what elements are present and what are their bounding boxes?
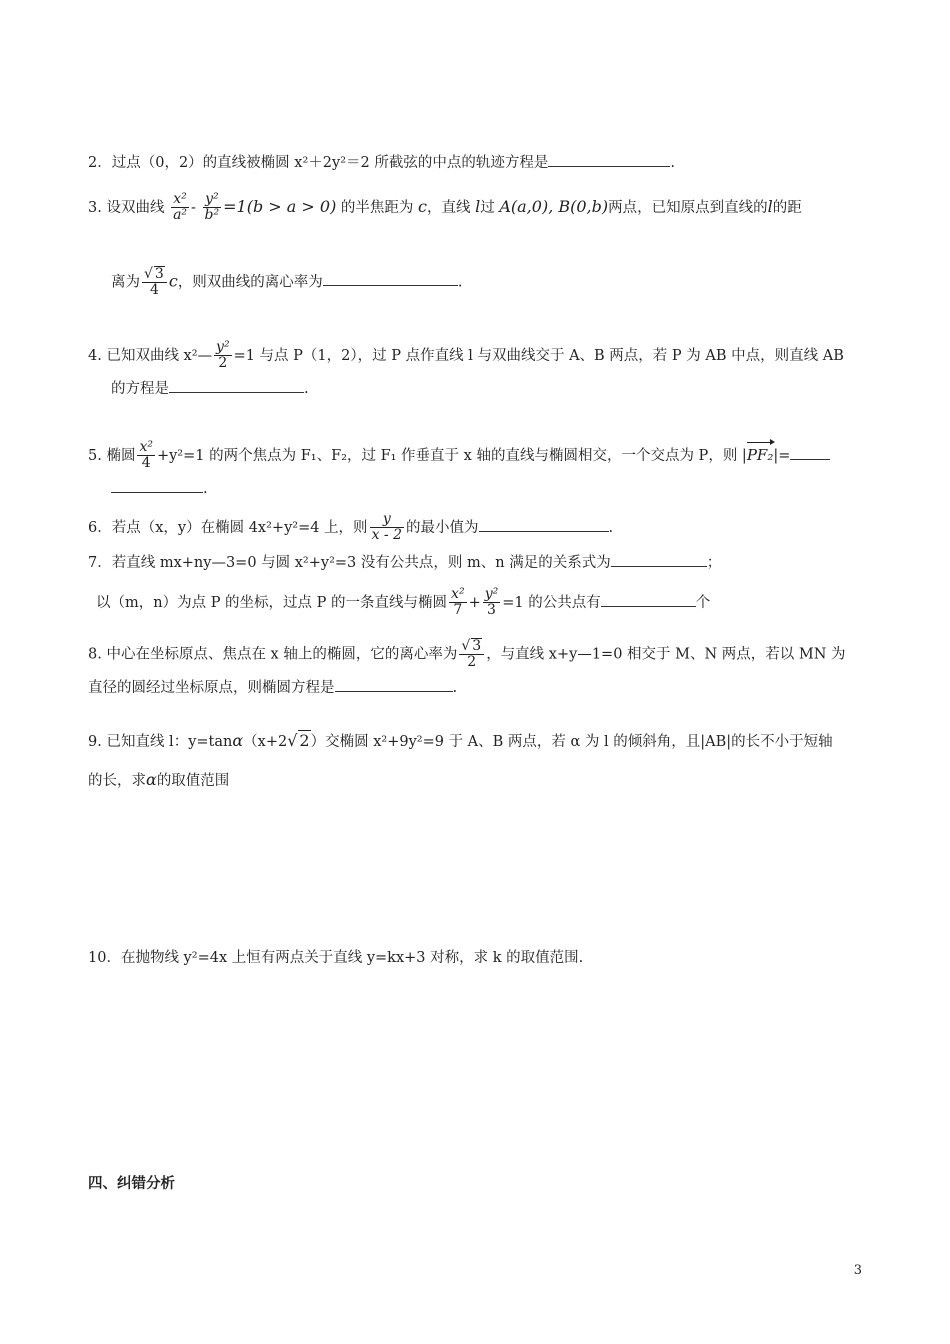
text: 个 xyxy=(695,594,711,611)
answer-blank[interactable] xyxy=(111,478,203,493)
problem-5-line2 xyxy=(111,478,862,499)
problem-7-line2: 以（m，n）为点 P 的坐标，过点 P 的一条直线与椭圆 $\frac{\text{x²}}{7}$ + $\frac{\text{y²}}{3}$ =1 的公共点有 个 xyxy=(96,586,711,619)
text: 离为 xyxy=(111,274,140,291)
text: 4. 已知双曲线 x²— xyxy=(88,347,213,364)
problem-2 xyxy=(88,152,862,173)
var-l: l xyxy=(767,196,773,216)
text: 两点，已知原点到直线的 xyxy=(608,199,768,216)
text: 5. 椭圆 xyxy=(88,447,136,464)
punct: . xyxy=(670,155,675,171)
fraction-y-over-x-minus-2: $\frac{y}{x - 2}$ xyxy=(371,511,402,544)
problem-10-text: 10．在抛物线 y²=4x 上恒有两点关于直线 y=kx+3 对称，求 k 的取值范围. xyxy=(88,950,584,966)
fraction-x2-7: $\frac{\text{x²}}{7}$ xyxy=(451,586,465,619)
page-number: 3 xyxy=(853,1263,862,1278)
problem-8 xyxy=(88,638,862,671)
text: 以（m，n）为点 P 的坐标，过点 P 的一条直线与椭圆 xyxy=(96,594,448,611)
vector-pf2: PF₂ xyxy=(746,445,774,464)
text: 7．若直线 mx+ny—3=0 与圆 x²+y²=3 没有公共点，则 m、n 满足的关系式为 xyxy=(88,555,611,571)
answer-blank[interactable] xyxy=(601,592,696,607)
problem-3: 3. 设双曲线 $\frac{\text{x²}}{\text{a²}}$ - $\frac{\text{y²}}{\text{b²}}$ =1(b > a > 0) 的半焦距为 c，直线 l过 A(a,0), B(0,b)两点，已知原点到直线的l的距 xyxy=(88,191,802,224)
fraction-x2-a2: $\frac{\text{x²}}{\text{a²}}$ xyxy=(173,191,188,224)
fraction-sqrt3-2: $\frac{√ 3}{2}$ xyxy=(459,638,484,671)
var-l: l xyxy=(475,196,481,216)
text: ，则双曲线的离心率为 xyxy=(177,274,323,291)
text: 的方程是 xyxy=(111,381,169,397)
problem-4-line2 xyxy=(111,378,862,399)
text: ）交椭圆 x²+9y²=9 于 A、B 两点，若 α 为 l 的倾斜角，且|AB|的长不小于短轴 xyxy=(310,734,833,750)
fraction-x2-4: $\frac{\text{x²}}{4}$ xyxy=(139,439,153,472)
var-c: c xyxy=(418,196,427,216)
points-ab: A(a,0), B(0,b) xyxy=(499,196,609,216)
var-alpha: α xyxy=(146,770,157,789)
punct: ； xyxy=(706,555,722,571)
punct: . xyxy=(608,519,614,536)
text: 的半焦距为 xyxy=(340,199,414,216)
fraction-sqrt3-4: $\frac{√ 3}{4}$ xyxy=(142,266,167,299)
answer-blank[interactable] xyxy=(169,378,304,393)
answer-blank[interactable] xyxy=(790,445,830,460)
punct: . xyxy=(457,274,463,291)
text: 的最小值为 xyxy=(406,519,479,536)
punct: . xyxy=(203,481,208,497)
text: 的长，求 xyxy=(88,773,146,789)
answer-blank[interactable] xyxy=(335,677,453,692)
text: |= xyxy=(773,447,791,464)
fraction-y2-b2: $\frac{\text{y²}}{\text{b²}}$ xyxy=(204,191,220,224)
problem-3-line2 xyxy=(111,266,862,299)
text: =1 与点 P（1，2），过 P 点作直线 l 与双曲线交于 A、B 两点，若 P 为 AB 中点，则直线 AB xyxy=(233,347,844,364)
text: 的取值范围 xyxy=(156,773,230,789)
sqrt-2: √ 2 xyxy=(287,731,310,750)
var-c: c xyxy=(168,271,178,291)
text: =1 的公共点有 xyxy=(502,594,601,611)
condition: =1(b > a > 0) xyxy=(223,196,337,216)
text: 过 xyxy=(480,199,495,216)
punct: . xyxy=(452,680,458,696)
var-alpha: α xyxy=(232,731,244,750)
answer-blank[interactable] xyxy=(548,152,670,167)
problem-5 xyxy=(88,440,862,472)
problem-10 xyxy=(88,948,862,968)
text: 直径的圆经过坐标原点，则椭圆方程是 xyxy=(88,680,335,696)
problem-3-lead: 3. 设双曲线 xyxy=(88,199,165,216)
text: +y²=1 的两个焦点为 F₁、F₂，过 F₁ 作垂直于 x 轴的直线与椭圆相交，一个交点为 P，则 | xyxy=(156,447,747,464)
text: 9. 已知直线 l：y=tan xyxy=(88,734,233,750)
text: 8. 中心在坐标原点、焦点在 x 轴上的椭圆，它的离心率为 xyxy=(88,646,458,663)
text: ，直线 xyxy=(427,199,471,216)
problem-6 xyxy=(88,512,862,544)
problem-9 xyxy=(88,730,862,752)
text: ，与直线 x+y—1=0 相交于 M、N 两点，若以 MN 为 xyxy=(486,646,846,663)
text: 的距 xyxy=(772,199,802,216)
problem-2-text: 2．过点（0，2）的直线被椭圆 x²＋2y²＝2 所截弦的中点的轨迹方程是 xyxy=(88,155,549,171)
punct: . xyxy=(304,381,309,397)
problem-8-line2 xyxy=(88,677,862,698)
answer-blank[interactable] xyxy=(479,517,609,532)
answer-blank[interactable] xyxy=(323,271,458,286)
fraction-y2-3: $\frac{\text{y²}}{3}$ xyxy=(484,586,499,619)
problem-9-line2 xyxy=(88,770,862,791)
fraction-y2-2: $\frac{\text{y²}}{2}$ xyxy=(216,339,230,372)
text: （x+2 xyxy=(243,734,288,750)
answer-blank[interactable] xyxy=(611,552,707,567)
problem-7 xyxy=(88,552,862,573)
section-heading: 四、纠错分析 xyxy=(88,1176,175,1192)
text: 6．若点（x，y）在椭圆 4x²+y²=4 上，则 xyxy=(88,519,368,536)
problem-4 xyxy=(88,340,862,372)
